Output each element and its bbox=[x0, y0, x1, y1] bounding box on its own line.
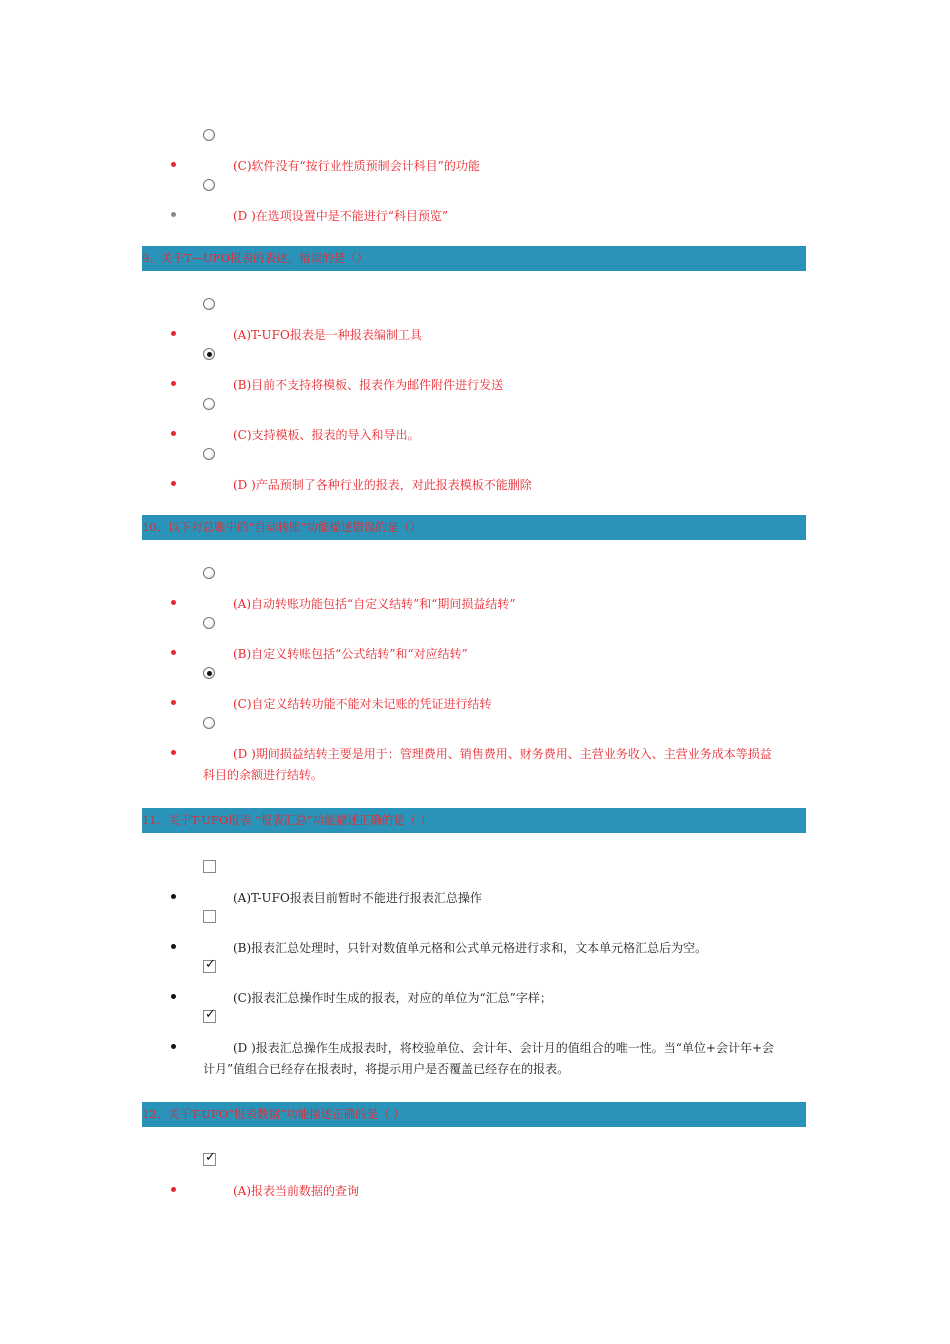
bullet-q11-a bbox=[171, 894, 176, 899]
question-12-title: 12、关于T-UFO“报表数据”功能描述正确的是（ ） bbox=[142, 1102, 806, 1127]
checkbox-q11-d[interactable] bbox=[203, 1010, 216, 1023]
option-q9-b: (B)目前不支持将模板、报表作为邮件附件进行发送 bbox=[233, 378, 504, 392]
bullet-prev-d bbox=[171, 212, 176, 217]
radio-q10-d[interactable] bbox=[203, 717, 215, 729]
bullet-q9-c bbox=[171, 431, 176, 436]
bullet-q9-a bbox=[171, 331, 176, 336]
option-q11-c: (C)报表汇总操作时生成的报表，对应的单位为“汇总”字样； bbox=[233, 991, 552, 1005]
option-q10-c: (C)自定义结转功能不能对未记账的凭证进行结转 bbox=[233, 697, 492, 711]
bullet-q11-c bbox=[171, 994, 176, 999]
option-prev-c: (C)软件没有“按行业性质预制会计科目”的功能 bbox=[233, 159, 480, 173]
bullet-q12-a bbox=[171, 1187, 176, 1192]
option-q10-b: (B)自定义转账包括“公式结转”和“对应结转” bbox=[233, 647, 468, 661]
bullet-q10-d bbox=[171, 750, 176, 755]
question-11-title: 11、关于T-UFO报表 “报表汇总”功能描述正确的是（ ） bbox=[142, 808, 806, 833]
radio-prev-d[interactable] bbox=[203, 179, 215, 191]
checkbox-q11-b[interactable] bbox=[203, 910, 216, 923]
option-q9-d: (D )产品预制了各种行业的报表，对此报表模板不能删除 bbox=[233, 478, 532, 492]
checkbox-q12-a[interactable] bbox=[203, 1153, 216, 1166]
radio-q10-a[interactable] bbox=[203, 567, 215, 579]
option-q9-a: (A)T-UFO报表是一种报表编制工具 bbox=[233, 328, 422, 342]
radio-q9-a[interactable] bbox=[203, 298, 215, 310]
option-q11-d-continuation: 计月”值组合已经存在报表时，将提示用户是否覆盖已经存在的报表。 bbox=[203, 1062, 570, 1076]
radio-q10-b[interactable] bbox=[203, 617, 215, 629]
bullet-q10-c bbox=[171, 700, 176, 705]
option-q10-d-continuation: 科目的余额进行结转。 bbox=[203, 768, 324, 782]
option-q11-d: (D )报表汇总操作生成报表时，将校验单位、会计年、会计月的值组合的唯一性。当“单位+会计年+会 bbox=[233, 1041, 775, 1055]
checkbox-q11-c[interactable] bbox=[203, 960, 216, 973]
radio-prev-c[interactable] bbox=[203, 129, 215, 141]
option-q9-c: (C)支持模板、报表的导入和导出。 bbox=[233, 428, 420, 442]
bullet-q11-b bbox=[171, 944, 176, 949]
radio-q9-c[interactable] bbox=[203, 398, 215, 410]
option-q11-a: (A)T-UFO报表目前暂时不能进行报表汇总操作 bbox=[233, 891, 482, 905]
bullet-q10-b bbox=[171, 650, 176, 655]
option-prev-d: (D )在选项设置中是不能进行“科目预览” bbox=[233, 209, 449, 223]
bullet-prev-c bbox=[171, 162, 176, 167]
question-9-title: 9、关于T—UFO报表的表述，错误的是（） bbox=[142, 246, 806, 271]
checkbox-q11-a[interactable] bbox=[203, 860, 216, 873]
bullet-q9-b bbox=[171, 381, 176, 386]
option-q10-a: (A)自动转账功能包括“自定义结转”和“期间损益结转” bbox=[233, 597, 516, 611]
radio-q9-d[interactable] bbox=[203, 448, 215, 460]
bullet-q9-d bbox=[171, 481, 176, 486]
bullet-q10-a bbox=[171, 600, 176, 605]
option-q10-d: (D )期间损益结转主要是用于：管理费用、销售费用、财务费用、主营业务收入、主营业务成本等损益 bbox=[233, 747, 772, 761]
radio-q10-c[interactable] bbox=[203, 667, 215, 679]
option-q11-b: (B)报表汇总处理时，只针对数值单元格和公式单元格进行求和，文本单元格汇总后为空。 bbox=[233, 941, 708, 955]
radio-q9-b[interactable] bbox=[203, 348, 215, 360]
option-q12-a: (A)报表当前数据的查询 bbox=[233, 1184, 360, 1198]
question-10-title: 10、以下对总账中的“自动转账”功能描述错误的是（） bbox=[142, 515, 806, 540]
bullet-q11-d bbox=[171, 1044, 176, 1049]
